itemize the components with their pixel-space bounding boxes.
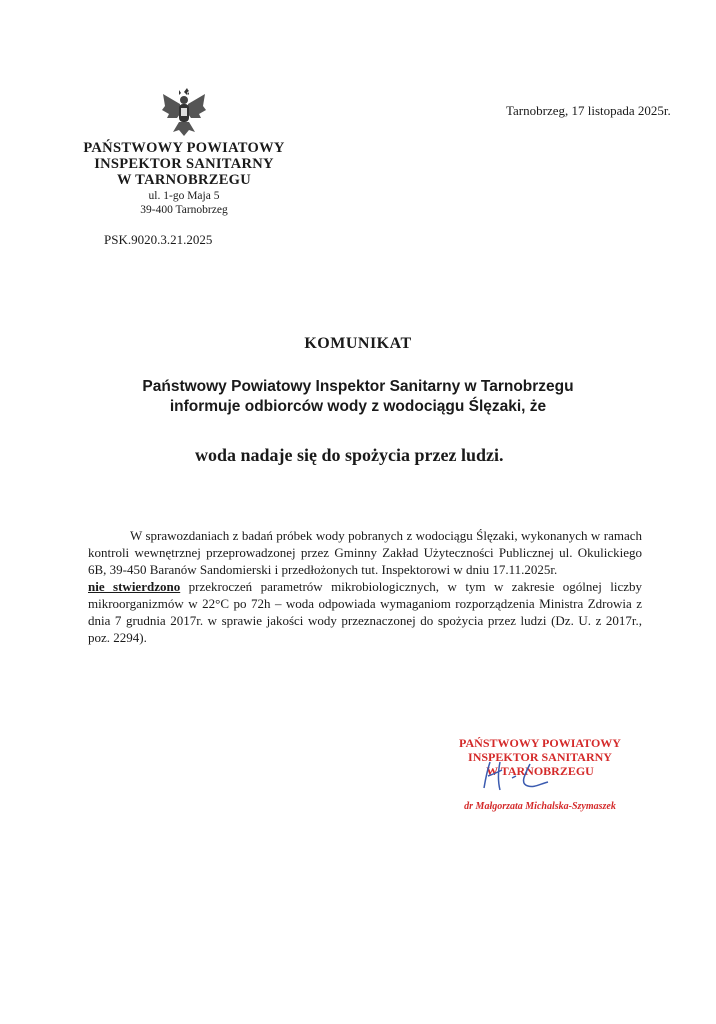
body-text — [88, 527, 642, 646]
institution-name-line2: INSPEKTOR SANITARNY — [94, 156, 274, 172]
document-date: Tarnobrzeg, 17 listopada 2025r. — [506, 103, 671, 118]
signatory-name: dr Małgorzata Michalska-Szymaszek — [464, 801, 616, 812]
stamp-line2: INSPEKTOR SANITARNY — [468, 750, 612, 764]
lead-line1: Państwowy Powiatowy Inspektor Sanitarny w Tarnobrzegu — [142, 378, 574, 395]
handwritten-signature — [478, 758, 558, 798]
lead-line2: informuje odbiorców wody z wodociągu Ślęzaki, że — [169, 398, 547, 415]
paragraph-conclusion — [88, 578, 642, 646]
verdict-statement: woda nadaje się do spożycia przez ludzi. — [195, 445, 504, 465]
reference-number: PSK.9020.3.21.2025 — [104, 232, 213, 247]
conclusion-text: przekroczeń parametrów mikrobiologicznych, w tym w zakresie ogólnej liczby mikroorganizmów w 22°C po 72h – woda odpowiada wymaganiom rozporządzenia Ministra Zdrowia z dnia 7 grudnia 2017r. w sprawie jakości wody przeznaczonej do spożycia przez ludzi (Dz. U. z 2017r., poz. 2294). — [88, 579, 643, 645]
address-city: 39-400 Tarnobrzeg — [140, 204, 228, 216]
emphasis-not-found: nie stwierdzono — [88, 579, 181, 594]
stamp-line1: PAŃSTWOWY POWIATOWY — [459, 736, 621, 750]
institution-name-line3: W TARNOBRZEGU — [116, 172, 252, 188]
address-street: ul. 1-go Maja 5 — [148, 190, 220, 202]
paragraph-findings: W sprawozdaniach z badań próbek wody pobranych z wodociągu Ślęzaki, wykonanych w ramach kontroli wewnętrznej przeprowadzonej przez Gminny Zakład Użyteczności Publicznej ul. Okulickiego 6B, 39-450 Baranów Sandomierski i przedłożonych tut. Inspektorowi w dniu 17.11.2025r. — [88, 528, 642, 577]
notice-title: KOMUNIKAT — [304, 335, 412, 352]
institution-name-line1: PAŃSTWOWY POWIATOWY — [83, 140, 285, 156]
stamp-line3: W TARNOBRZEGU — [486, 764, 594, 778]
eagle-emblem-icon — [161, 86, 207, 138]
